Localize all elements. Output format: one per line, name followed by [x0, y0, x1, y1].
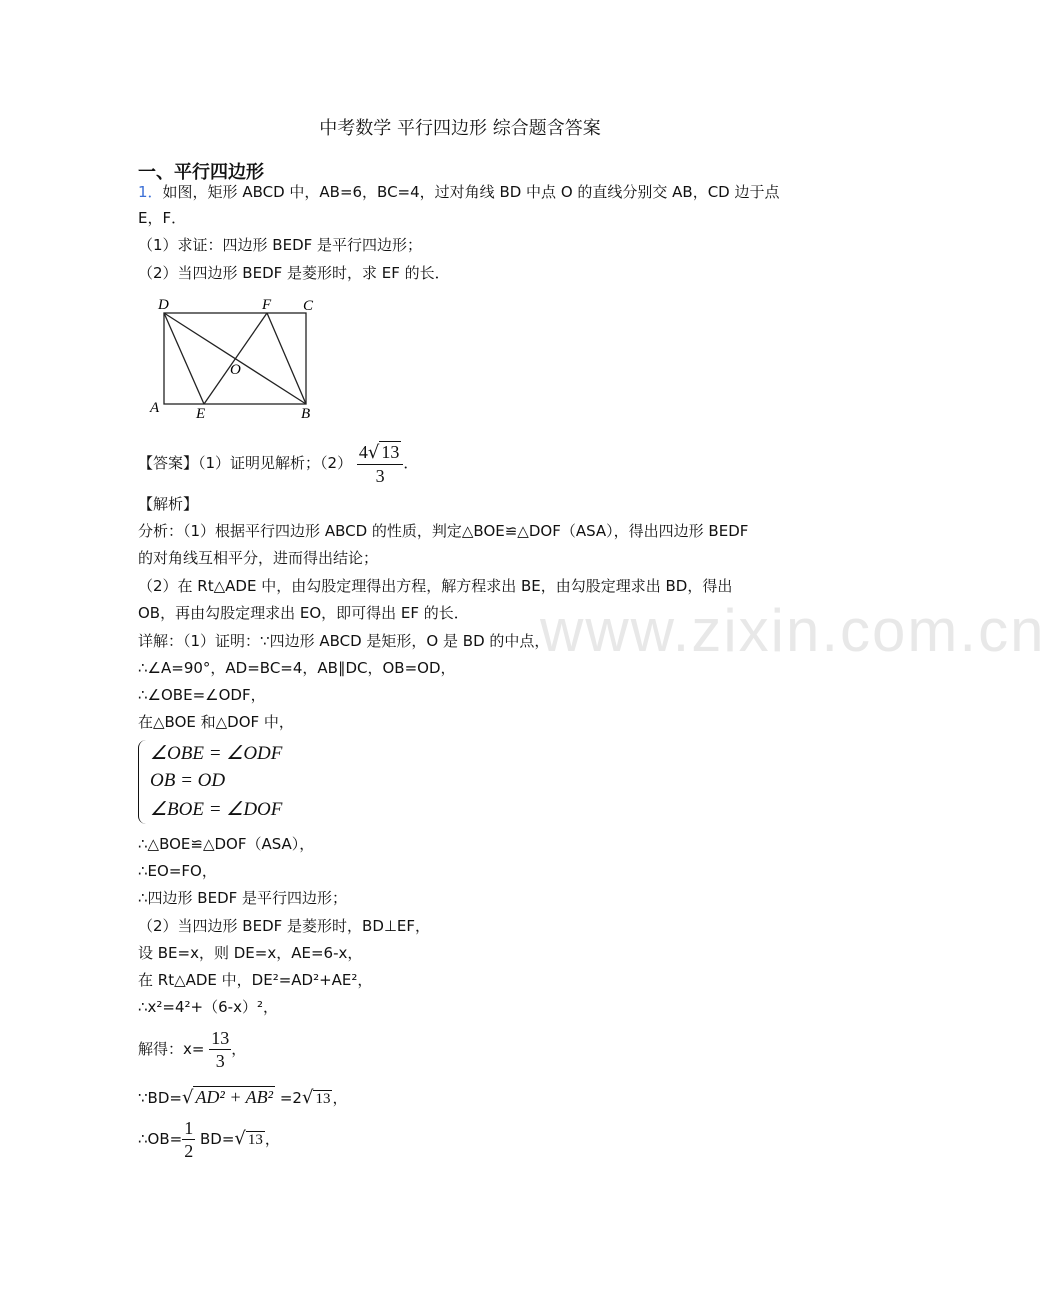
geometry-figure [140, 290, 340, 425]
answer-fraction [357, 441, 403, 487]
sqrt-symbol: √ [367, 441, 380, 463]
label-d: D [158, 297, 169, 313]
system-eq-2: OB = OD [150, 770, 226, 791]
label-e: E [196, 406, 206, 422]
answer-numerator: 4 [358, 441, 368, 462]
system-eq-1: ∠OBE = ∠ODF [150, 743, 283, 764]
ob-prefix: ∴OB= [138, 1130, 183, 1148]
sqrt-symbol: √ [234, 1128, 246, 1149]
ob-numerator: 1 [184, 1118, 194, 1138]
label-o: O [230, 362, 241, 378]
detail-line-6: ∴EO=FO， [138, 862, 217, 880]
left-brace [138, 740, 147, 824]
watermark: www.zixin.com.cn [540, 597, 1045, 664]
bd-radicand-2: 13 [315, 1091, 331, 1107]
sqrt-symbol: √ [181, 1087, 194, 1108]
ob-line [138, 1114, 280, 1165]
section-heading: 一、平行四边形 [138, 162, 264, 183]
answer-suffix: ． [403, 454, 419, 472]
solve-numerator: 13 [211, 1028, 230, 1048]
answer-radicand: 13 [381, 441, 400, 462]
segment-fb [267, 313, 306, 404]
question-1: （1）求证：四边形 BEDF 是平行四边形； [138, 236, 423, 254]
detail-line-1: 详解：（1）证明：∵四边形 ABCD 是矩形，O 是 BD 的中点， [138, 632, 550, 650]
detail-line-4: 在△BOE 和△DOF 中， [138, 713, 294, 731]
solve-line [138, 1024, 246, 1074]
analysis-heading: 【解析】 [138, 495, 199, 513]
ob-suffix: ， [264, 1130, 280, 1148]
segment-de [164, 313, 204, 404]
answer-prefix: 【答案】（1）证明见解析；（2） [138, 454, 353, 472]
system-eq-3: ∠BOE = ∠DOF [150, 799, 283, 820]
ob-mid: BD= [200, 1130, 235, 1148]
bd-radicand: AD² + AB² [195, 1087, 274, 1107]
ob-radicand: 13 [247, 1132, 263, 1148]
solve-prefix: 解得：x= [138, 1040, 205, 1058]
detail-line-2: ∴∠A=90°，AD=BC=4，AB∥DC，OB=OD， [138, 659, 456, 677]
bd-suffix: ， [332, 1089, 348, 1107]
detail-line-8: （2）当四边形 BEDF 是菱形时，BD⊥EF， [138, 917, 431, 935]
solve-fraction [209, 1027, 231, 1072]
bd-mid: =2 [279, 1089, 302, 1107]
bd-prefix: ∵BD= [138, 1089, 182, 1107]
solve-suffix: ， [231, 1040, 247, 1058]
analysis-line-1: 分析：（1）根据平行四边形 ABCD 的性质，判定△BOE≌△DOF（ASA），得出四边形 BEDF [138, 522, 749, 540]
sqrt-symbol: √ [301, 1087, 314, 1108]
analysis-line-2: 的对角线互相平分，进而得出结论； [138, 549, 379, 567]
answer-denominator: 3 [375, 465, 385, 486]
label-a: A [150, 400, 160, 416]
analysis-line-3: （2）在 Rt△ADE 中，由勾股定理得出方程，解方程求出 BE，由勾股定理求出 BD，得出 [138, 577, 733, 595]
segment-ef [204, 313, 267, 404]
question-2: （2）当四边形 BEDF 是菱形时，求 EF 的长． [138, 264, 450, 282]
detail-line-3: ∴∠OBE=∠ODF， [138, 686, 266, 704]
label-b: B [301, 406, 311, 422]
document-title: 中考数学 平行四边形 综合题含答案 [319, 118, 601, 139]
problem-stem-line-1 [138, 181, 780, 203]
label-f: F [262, 297, 272, 313]
ob-denominator: 2 [184, 1141, 194, 1161]
solve-denominator: 3 [215, 1051, 225, 1071]
detail-line-11: ∴x²=4²+（6-x）²， [138, 998, 278, 1016]
detail-line-5: ∴△BOE≌△DOF（ASA）， [138, 835, 315, 853]
answer-line [138, 438, 418, 488]
detail-line-7: ∴四边形 BEDF 是平行四边形； [138, 889, 348, 907]
detail-line-9: 设 BE=x，则 DE=x，AE=6-x， [138, 944, 363, 962]
ob-fraction [182, 1117, 195, 1162]
problem-stem-1: 如图，矩形 ABCD 中，AB=6，BC=4，过对角线 BD 中点 O 的直线分别交 AB，CD 边于点 [162, 183, 780, 201]
label-c: C [303, 298, 314, 314]
problem-stem-2: E，F． [138, 209, 187, 227]
detail-line-10: 在 Rt△ADE 中，DE²=AD²+AE²， [138, 971, 373, 989]
bd-line [138, 1082, 347, 1114]
analysis-line-4: OB，再由勾股定理求出 EO，即可得出 EF 的长． [138, 604, 469, 622]
problem-number: 1． [138, 183, 163, 201]
